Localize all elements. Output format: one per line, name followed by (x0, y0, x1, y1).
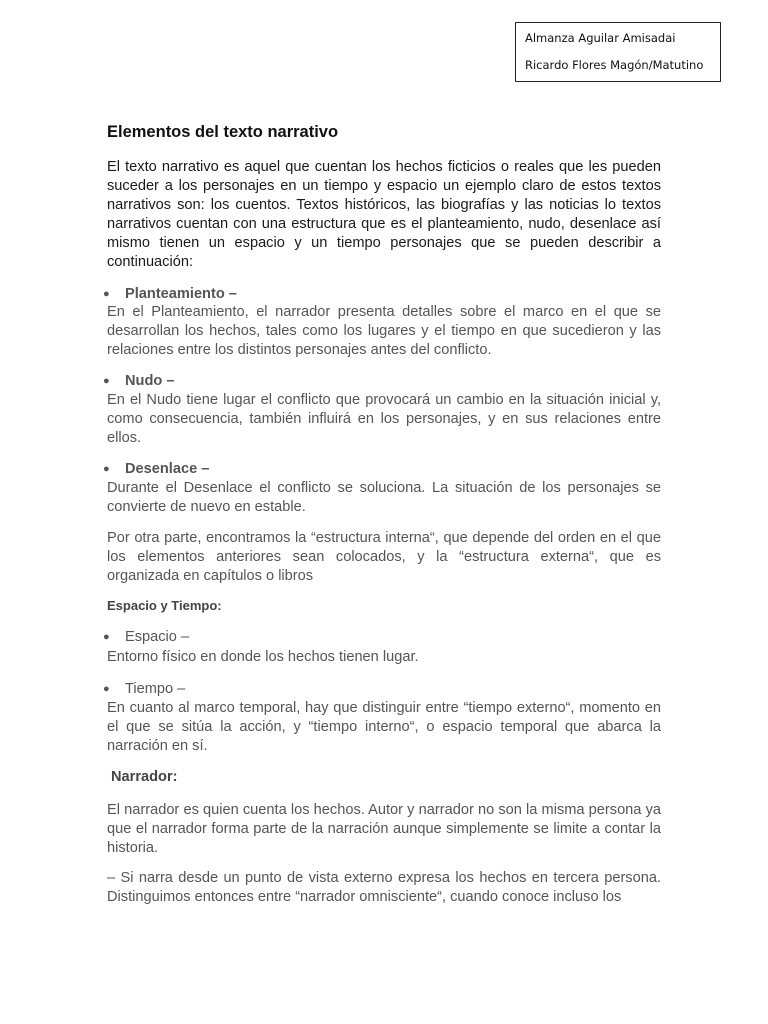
bullet-icon: ● (103, 683, 110, 695)
bullet-planteamiento (103, 286, 237, 302)
nudo-label: Nudo – (125, 373, 175, 389)
bullet-nudo (103, 373, 174, 389)
nudo-text: En el Nudo tiene lugar el conflicto que provocará un cambio en la situación inicial y, como consecuencia, también influirá en los personajes, y en sus relaciones entre ellos. (107, 392, 661, 446)
desenlace-label: Desenlace – (125, 461, 210, 477)
narrador-paragraph: El narrador es quien cuenta los hechos. Autor y narrador no son la misma persona ya que el narrador forma parte de la narración aunque simplemente se limite a contar la historia. (107, 802, 661, 856)
school-shift: Ricardo Flores Magón/Matutino (525, 58, 704, 72)
tiempo-text: En cuanto al marco temporal, hay que distinguir entre “tiempo externo“, momento en el que se sitúa la acción, y “tiempo interno“, o espacio temporal que abarca la narración en sí. (107, 700, 661, 754)
bullet-icon: ● (103, 631, 110, 643)
tiempo-label: Tiempo – (125, 681, 186, 697)
bullet-espacio (103, 629, 189, 645)
estructura-paragraph: Por otra parte, encontramos la “estructura interna“, que depende del orden en el que los elementos anteriores sean colocados, y la “estructura externa“, que es organizada en capítulos o libros (107, 530, 661, 584)
bullet-tiempo (103, 681, 185, 697)
bullet-desenlace (103, 461, 209, 477)
narrador-paragraph-2: – Si narra desde un punto de vista externo expresa los hechos en tercera persona. Distinguimos entonces entre “narrador omnisciente“, cuando conoce incluso los (107, 870, 661, 905)
espacio-label: Espacio – (125, 629, 190, 645)
author-box (515, 22, 721, 82)
espacio-tiempo-heading: Espacio y Tiempo: (107, 598, 222, 613)
planteamiento-text: En el Planteamiento, el narrador presenta detalles sobre el marco en el que se desarrollan los hechos, tales como los lugares y el tiempo en que sucedieron y las relaciones entre los distintos personajes antes del conflicto. (107, 304, 661, 358)
intro-paragraph: El texto narrativo es aquel que cuentan los hechos ficticios o reales que les pueden suceder a los personajes en un tiempo y espacio un ejemplo claro de estos textos narrativos son: los cuentos. Textos históricos, las biografías y las noticias lo textos narrativos cuentan con una estructura que es el planteamiento, nudo, desenlace así mismo tienen un espacio y un tiempo personajes que se pueden describir a continuación: (107, 159, 661, 270)
desenlace-text: Durante el Desenlace el conflicto se soluciona. La situación de los personajes se convierte de nuevo en estable. (107, 480, 661, 515)
narrador-heading: Narrador: (111, 769, 178, 785)
bullet-icon: ● (103, 288, 110, 300)
bullet-icon: ● (103, 463, 110, 475)
espacio-text: Entorno físico en donde los hechos tienen lugar. (107, 649, 419, 665)
author-names: Almanza Aguilar Amisadai (525, 31, 676, 45)
bullet-icon: ● (103, 375, 110, 387)
document-title: Elementos del texto narrativo (107, 123, 339, 141)
planteamiento-label: Planteamiento – (125, 286, 237, 302)
